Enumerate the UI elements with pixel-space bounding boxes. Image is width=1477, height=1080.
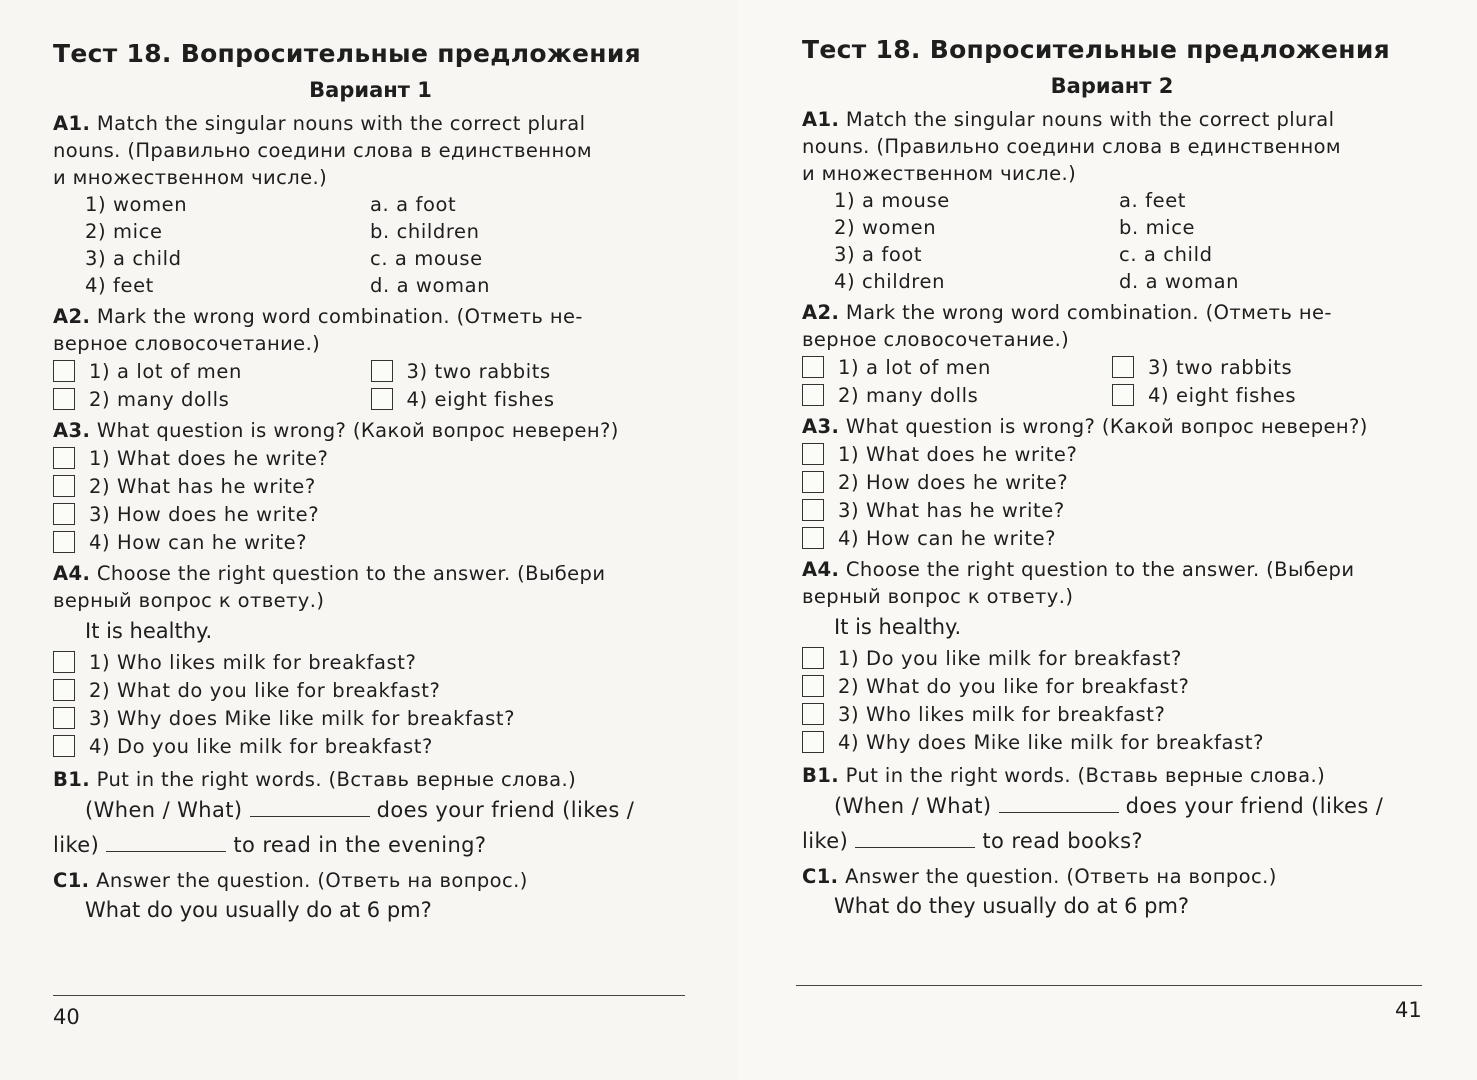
test-title: Тест 18. Вопросительные предложения [53,39,642,68]
option-label: 3) two rabbits [1148,355,1293,379]
match-item: 4) feet [85,274,154,297]
option[interactable] [53,385,371,413]
question-line: Choose the right question to the answer. (Выбери [96,562,606,585]
question-line: верный вопрос к ответу.) [802,585,1074,608]
test-title: Тест 18. Вопросительные предложения [802,35,1391,64]
question-text [53,766,688,793]
question-number: A1. [802,108,840,131]
option[interactable] [53,472,688,500]
match-item: d. a woman [1119,270,1240,293]
match-item: 3) a foot [834,243,923,266]
question-line: Answer the question. (Ответь на вопрос.) [96,869,528,892]
question-number: A2. [802,301,840,324]
question-number: A4. [53,562,91,585]
question-number: A2. [53,305,91,328]
option[interactable] [802,353,1112,381]
question-line: nouns. (Правильно соедини слова в единственном [802,135,1342,158]
question-text [802,762,1422,789]
singular-column [802,187,1119,295]
option-label: 3) Who likes milk for breakfast? [838,702,1166,726]
question-a4 [53,560,688,760]
question-a2 [53,303,688,413]
checkbox[interactable] [802,443,824,465]
matching-columns [53,191,688,299]
page-number: 40 [53,1005,80,1029]
option-grid [53,357,688,413]
option-label: 2) many dolls [89,387,230,411]
question-a3 [802,413,1422,552]
checkbox[interactable] [802,675,824,697]
plural-column [1119,187,1239,295]
right-page-content [802,30,1422,922]
question-a1 [53,110,688,299]
question-line: Match the singular nouns with the correct plural [96,112,586,135]
matching-columns [802,187,1422,295]
option[interactable] [53,648,688,676]
option[interactable] [802,440,1422,468]
fill-text: (When / What) [834,794,992,818]
question-line: Answer the question. (Ответь на вопрос.) [845,865,1277,888]
match-item: c. a child [1119,243,1213,266]
option-label: 3) What has he write? [838,498,1065,522]
blank-field[interactable] [250,796,370,817]
match-item: a. a foot [370,193,457,216]
question-line: Put in the right words. (Вставь верные слова.) [96,768,577,791]
checkbox[interactable] [53,360,75,382]
option-label: 2) many dolls [838,383,979,407]
checkbox[interactable] [53,651,75,673]
question-b1 [802,762,1422,859]
option-label: 2) What has he write? [89,474,316,498]
match-item: c. a mouse [370,247,483,270]
question-line: верное словосочетание.) [53,332,321,355]
option-label: 4) Do you like milk for breakfast? [89,734,433,758]
checkbox[interactable] [371,388,393,410]
answer-rule [53,995,685,996]
singular-column [53,191,370,299]
variant-heading: Вариант 2 [1050,74,1174,98]
question-text [802,299,1422,326]
option[interactable] [802,496,1422,524]
fill-text: like) [53,833,100,857]
option-column [802,353,1112,409]
option[interactable] [53,528,688,556]
checkbox[interactable] [802,527,824,549]
checkbox[interactable] [1112,384,1134,406]
question-line: и множественном числе.) [53,166,328,189]
checkbox[interactable] [802,471,824,493]
option[interactable] [802,644,1422,672]
question-text [802,106,1422,133]
option-column [1112,353,1422,409]
option[interactable] [802,468,1422,496]
option-label: 4) eight fishes [406,387,555,411]
blank-field[interactable] [106,831,226,852]
option[interactable] [802,728,1422,756]
question-line: What question is wrong? (Какой вопрос неверен?) [845,415,1368,438]
option-column [53,357,371,413]
page-number: 41 [1395,998,1422,1022]
checkbox[interactable] [53,531,75,553]
option-label: 3) Why does Mike like milk for breakfast? [89,706,516,730]
left-page-content [53,34,688,926]
option[interactable] [53,676,688,704]
question-a2 [802,299,1422,409]
question-a4 [802,556,1422,756]
option-label: 2) What do you like for breakfast? [89,678,441,702]
question-text [53,417,688,444]
option[interactable] [53,732,688,760]
question-a3 [53,417,688,556]
checkbox[interactable] [1112,356,1134,378]
option[interactable] [802,700,1422,728]
option-label: 1) Do you like milk for breakfast? [838,646,1182,670]
fill-text: like) [802,829,849,853]
checkbox[interactable] [53,447,75,469]
variant-heading: Вариант 1 [309,78,432,102]
question-line: верное словосочетание.) [802,328,1070,351]
option[interactable] [802,672,1422,700]
option[interactable] [53,500,688,528]
fill-line [802,824,1422,859]
question-line: nouns. (Правильно соедини слова в единственном [53,139,593,162]
given-answer: It is healthy. [85,619,213,643]
question-text [802,863,1422,890]
checkbox[interactable] [802,731,824,753]
question-text [53,867,688,894]
checkbox[interactable] [53,735,75,757]
option[interactable] [371,357,689,385]
option-label: 1) What does he write? [838,442,1078,466]
question-line: Choose the right question to the answer. (Выбери [845,558,1355,581]
question-number: A1. [53,112,91,135]
question-number: B1. [802,764,840,787]
option-grid [802,353,1422,409]
question-text [53,303,688,330]
option[interactable] [802,524,1422,552]
option-label: 1) a lot of men [89,359,242,383]
blank-field[interactable] [855,827,975,848]
fill-text: does your friend (likes / [376,798,635,822]
question-line: Mark the wrong word combination. (Отметь не- [96,305,583,328]
checkbox[interactable] [371,360,393,382]
match-item: 2) women [834,216,937,239]
question-text [53,110,688,137]
checkbox[interactable] [802,384,824,406]
open-question: What do they usually do at 6 pm? [834,894,1190,918]
match-item: a. feet [1119,189,1187,212]
fill-text: (When / What) [85,798,243,822]
option-label: 3) How does he write? [89,502,320,526]
checkbox[interactable] [802,703,824,725]
blank-field[interactable] [999,792,1119,813]
question-text [53,560,688,587]
fill-line [53,793,688,828]
option-label: 3) two rabbits [406,359,551,383]
option[interactable] [1112,353,1422,381]
checkbox[interactable] [53,503,75,525]
option[interactable] [371,385,689,413]
question-c1 [53,867,688,926]
checkbox[interactable] [53,475,75,497]
question-line: Match the singular nouns with the correct plural [845,108,1335,131]
question-number: A4. [802,558,840,581]
question-number: C1. [802,865,839,888]
question-number: A3. [802,415,840,438]
option-label: 2) What do you like for breakfast? [838,674,1190,698]
checkbox[interactable] [53,388,75,410]
plural-column [370,191,490,299]
match-item: 2) mice [85,220,163,243]
question-line: Mark the wrong word combination. (Отметь не- [845,301,1332,324]
option[interactable] [1112,381,1422,409]
option-label: 4) How can he write? [89,530,308,554]
question-line: и множественном числе.) [802,162,1077,185]
match-item: 1) women [85,193,188,216]
checkbox[interactable] [802,499,824,521]
option-label: 4) eight fishes [1148,383,1297,407]
option[interactable] [53,704,688,732]
question-line: верный вопрос к ответу.) [53,589,325,612]
match-item: b. children [370,220,480,243]
fill-text: does your friend (likes / [1125,794,1384,818]
match-item: 3) a child [85,247,182,270]
option[interactable] [53,357,371,385]
option-label: 2) How does he write? [838,470,1069,494]
question-line: Put in the right words. (Вставь верные слова.) [845,764,1326,787]
match-item: b. mice [1119,216,1196,239]
match-item: 1) a mouse [834,189,950,212]
option[interactable] [802,381,1112,409]
open-question: What do you usually do at 6 pm? [85,898,432,922]
given-answer: It is healthy. [834,615,962,639]
option-label: 1) Who likes milk for breakfast? [89,650,417,674]
fill-line [802,789,1422,824]
checkbox[interactable] [802,356,824,378]
question-b1 [53,766,688,863]
match-item: 4) children [834,270,946,293]
fill-text: to read in the evening? [233,833,487,857]
question-text [802,413,1422,440]
fill-line [53,828,688,863]
question-a1 [802,106,1422,295]
checkbox[interactable] [53,679,75,701]
answer-rule [796,985,1422,986]
match-item: d. a woman [370,274,491,297]
option-label: 1) What does he write? [89,446,329,470]
option-label: 1) a lot of men [838,355,991,379]
question-c1 [802,863,1422,922]
checkbox[interactable] [802,647,824,669]
question-number: C1. [53,869,90,892]
left-page [0,0,738,1080]
option[interactable] [53,444,688,472]
checkbox[interactable] [53,707,75,729]
right-page [738,0,1477,1080]
option-label: 4) Why does Mike like milk for breakfast? [838,730,1265,754]
option-label: 4) How can he write? [838,526,1057,550]
question-number: B1. [53,768,91,791]
fill-text: to read books? [982,829,1143,853]
question-number: A3. [53,419,91,442]
option-column [371,357,689,413]
question-text [802,556,1422,583]
question-line: What question is wrong? (Какой вопрос неверен?) [96,419,619,442]
